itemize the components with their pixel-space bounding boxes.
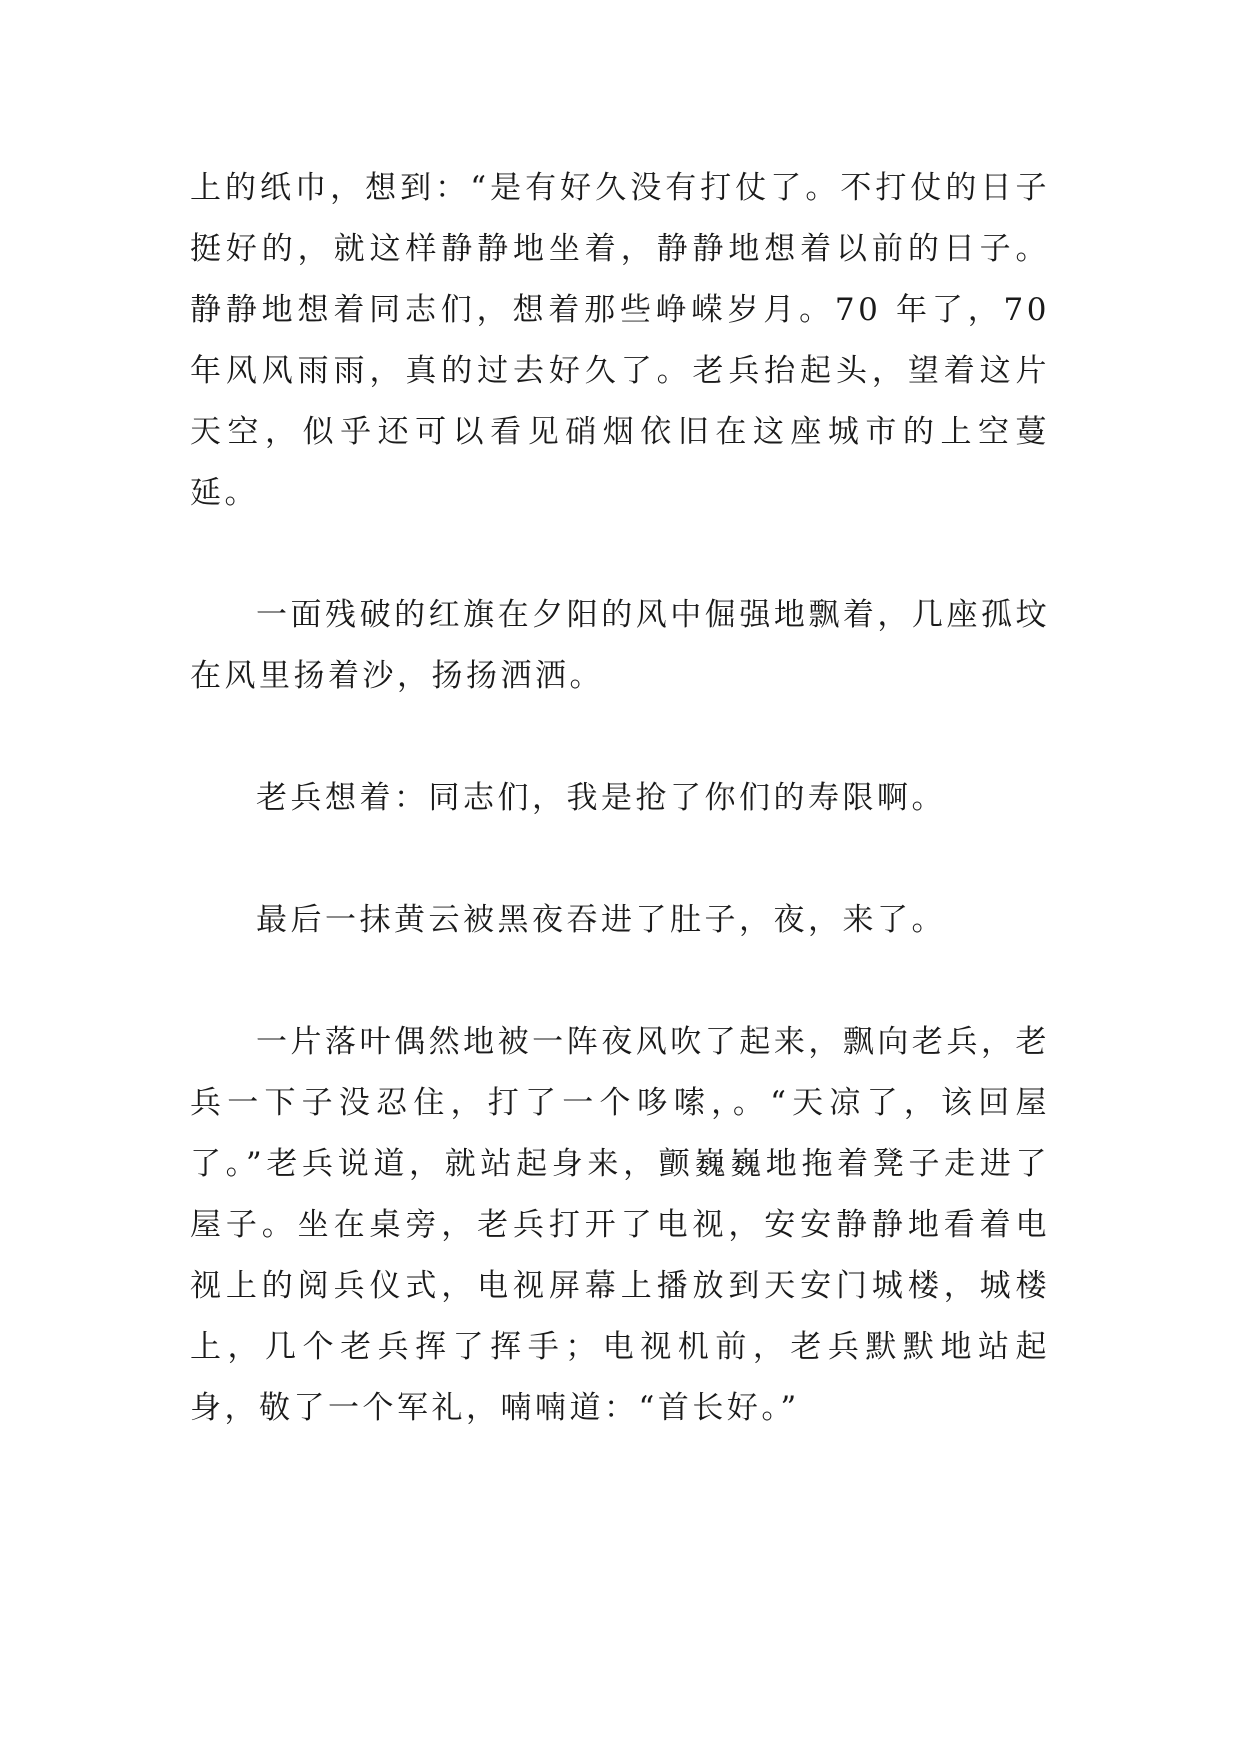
- paragraph-4: 最后一抹黄云被黑夜吞进了肚子，夜，来了。: [256, 902, 946, 938]
- paragraph-spacer: [190, 829, 1050, 890]
- paragraph-1: 上的纸巾，想到：“是有好久没有打仗了。不打仗的日子挺好的，就这样静静地坐着，静静地想着以前的日子。静静地想着同志们，想着那些峥嵘岁月。70 年了，70 年风风雨雨，真的过去好久了。老兵抬起头，望着这片天空，似乎还可以看见硝烟依旧在这座城市的上空蔓延。: [190, 170, 1050, 511]
- paragraph-spacer: [190, 524, 1050, 585]
- paragraph-5: 一片落叶偶然地被一阵夜风吹了起来，飘向老兵，老兵一下子没忍住，打了一个哆嗦，。“天凉了，该回屋了。”老兵说道，就站起身来，颤巍巍地拖着凳子走进了屋子。坐在桌旁，老兵打开了电视，安安静静地看着电视上的阅兵仪式，电视屏幕上播放到天安门城楼，城楼上，几个老兵挥了挥手；电视机前，老兵默默地站起身，敬了一个军礼，喃喃道：“首长好。”: [190, 1024, 1050, 1426]
- paragraph-spacer: [190, 951, 1050, 1012]
- paragraph-3: 老兵想着：同志们，我是抢了你们的寿限啊。: [256, 780, 946, 816]
- document-body: [190, 158, 1050, 1439]
- paragraph-2: 一面残破的红旗在夕阳的风中倔强地飘着，几座孤坟在风里扬着沙，扬扬洒洒。: [190, 597, 1050, 694]
- paragraph-spacer: [190, 707, 1050, 768]
